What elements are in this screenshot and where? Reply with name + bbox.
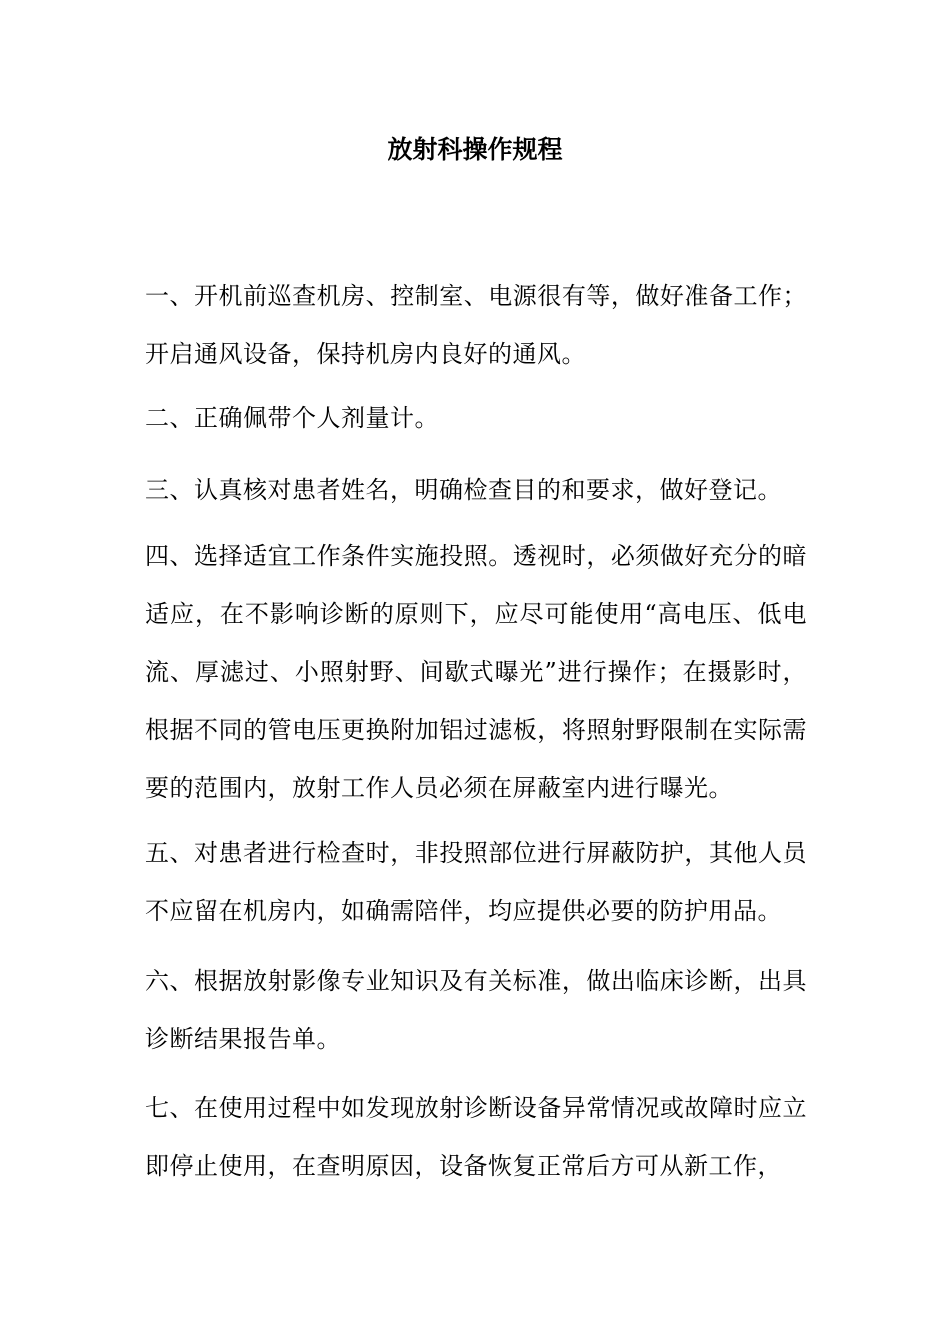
paragraph-7: 七、在使用过程中如发现放射诊断设备异常情况或故障时应立即停止使用，在查明原因，设备恢复正常后方可从新工作，: [145, 1094, 807, 1180]
paragraph-1: 一、开机前巡查机房、控制室、电源很有等，做好准备工作；开启通风设备，保持机房内良好的通风。: [145, 282, 807, 368]
paragraph-6: 六、根据放射影像专业知识及有关标准，做出临床诊断，出具诊断结果报告单。: [145, 967, 807, 1053]
paragraph-3: 三、认真核对患者姓名，明确检查目的和要求，做好登记。: [145, 476, 782, 504]
paragraph-4: 四、选择适宜工作条件实施投照。透视时，必须做好充分的暗适应，在不影响诊断的原则下，应尽可能使用“高电压、低电流、厚滤过、小照射野、间歇式曝光”进行操作；在摄影时，根据不同的管电压更换附加铝过滤板，将照射野限制在实际需要的范围内，放射工作人员必须在屏蔽室内进行曝光。: [145, 542, 807, 802]
paragraph-5: 五、对患者进行检查时，非投照部位进行屏蔽防护，其他人员不应留在机房内，如确需陪伴，均应提供必要的防护用品。: [145, 839, 807, 925]
document-title: 放射科操作规程: [387, 135, 563, 164]
paragraph-2: 二、正确佩带个人剂量计。: [145, 404, 439, 432]
